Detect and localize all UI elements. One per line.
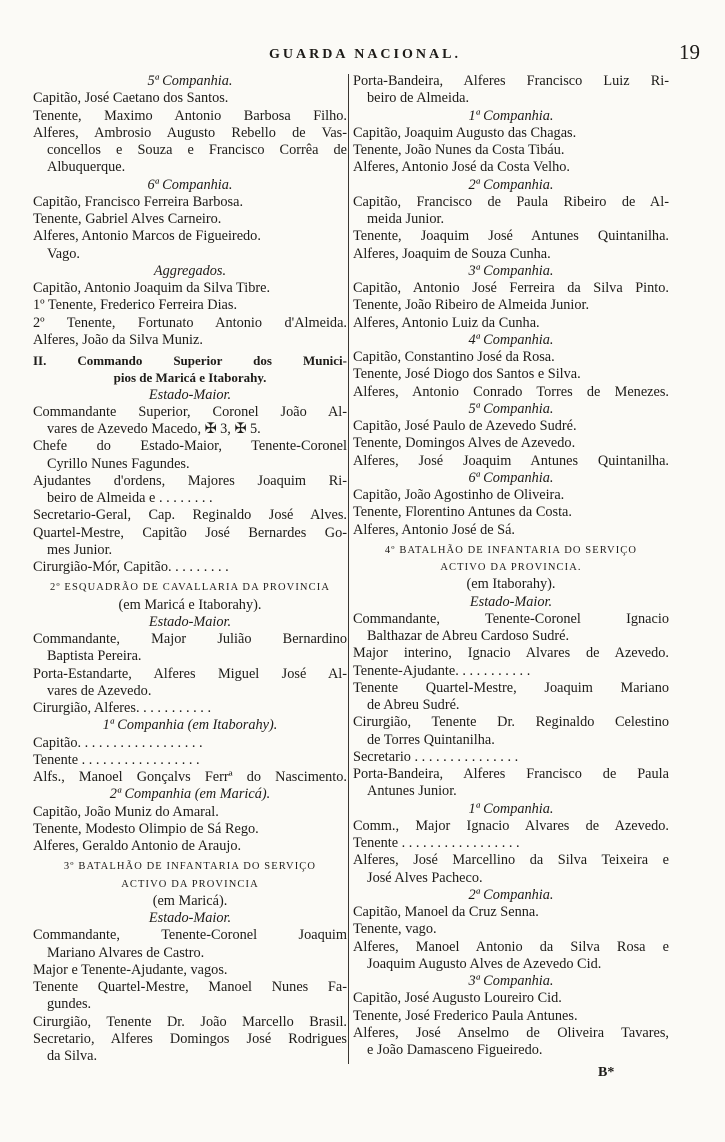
- text-line: Tenente Quartel-Mestre, Joaquim Mariano: [353, 679, 669, 696]
- text-line: Secretario-Geral, Cap. Reginaldo José Alves.: [33, 507, 347, 524]
- text-line: Tenente, João Nunes da Costa Tibáu.: [353, 142, 565, 158]
- text-line: 3º BATALHÃO DE INFANTARIA DO SERVIÇO: [63, 861, 317, 873]
- text-line: Secretario . . . . . . . . . . . . . . .: [353, 748, 519, 765]
- left-column: [33, 73, 347, 1065]
- text-line: Porta-Bandeira, Alferes Francisco de Paula: [353, 766, 669, 782]
- text-line: 2ª Companhia.: [468, 176, 554, 193]
- text-line: Alferes, Antonio Conrado Torres de Menezes.: [353, 383, 669, 400]
- text-line: Comm., Major Ignacio Alvares de Azevedo.: [353, 817, 669, 834]
- text-line: 2ª Companhia.: [468, 886, 554, 903]
- text-line: Commandante Superior, Coronel João Al-: [33, 403, 347, 420]
- text-line: Tenente, José Diogo dos Santos e Silva.: [353, 366, 581, 383]
- text-line: beiro de Almeida e . . . . . . . .: [47, 490, 213, 506]
- text-line: Porta-Estandarte, Alferes Miguel José Al-: [33, 665, 347, 682]
- text-line: 2º Tenente, Fortunato Antonio d'Almeida.: [33, 314, 347, 331]
- text-line: II. Commando Superior dos Munici-: [33, 353, 347, 368]
- text-line: 2º ESQUADRÃO DE CAVALLARIA DA PROVINCIA: [50, 582, 330, 594]
- text-line: Baptista Pereira.: [47, 648, 142, 665]
- text-line: (em Itaborahy).: [466, 576, 556, 593]
- text-line: Quartel-Mestre, Capitão José Bernardes Go-: [33, 524, 347, 541]
- text-line: Cirurgião-Mór, Capitão. . . . . . . . .: [33, 559, 229, 575]
- text-line: 4ª Companhia.: [468, 331, 554, 348]
- text-line: Mariano Alvares de Castro.: [47, 944, 205, 961]
- signature-mark: B*: [598, 1065, 615, 1080]
- text-line: beiro de Almeida.: [367, 90, 470, 107]
- text-line: de Torres Quintanilha.: [367, 731, 495, 748]
- text-line: Major e Tenente-Ajudante, vagos.: [33, 961, 228, 978]
- text-line: Alferes, José Marcellino da Silva Teixeira e: [353, 852, 669, 869]
- text-line: mes Junior.: [47, 541, 113, 558]
- text-line: 1ª Companhia.: [468, 800, 554, 817]
- page-header: [30, 42, 700, 68]
- text-line: Joaquim Augusto Alves de Azevedo Cid.: [367, 955, 602, 972]
- text-line: Capitão, João Agostinho de Oliveira.: [353, 487, 565, 503]
- text-line: Secretario, Alferes Domingos José Rodrigues: [33, 1030, 347, 1047]
- text-line: Capitão, José Paulo de Azevedo Sudré.: [353, 418, 577, 434]
- text-line: Commandante, Tenente-Coronel Ignacio: [353, 610, 669, 627]
- text-line: Alferes, Ambrosio Augusto Rebello de Vas-: [33, 124, 347, 141]
- text-line: Cirurgião, Tenente Dr. João Marcello Brasil.: [33, 1013, 347, 1030]
- page-number: 19: [679, 40, 700, 64]
- text-line: (em Maricá e Itaborahy).: [118, 596, 262, 613]
- text-line: Porta-Bandeira, Alferes Francisco Luiz Ri-: [353, 73, 669, 89]
- text-line: concellos e Souza e Francisco Corrêa de: [47, 142, 347, 158]
- text-line: Capitão, José Augusto Loureiro Cid.: [353, 990, 562, 1007]
- text-line: Cirurgião, Tenente Dr. Reginaldo Celestino: [353, 714, 669, 731]
- right-column: [353, 73, 669, 1059]
- text-line: Tenente, Modesto Olimpio de Sá Rego.: [33, 820, 259, 837]
- text-line: Capitão, Manoel da Cruz Senna.: [353, 904, 539, 920]
- text-line: Tenente-Ajudante. . . . . . . . . . .: [353, 662, 531, 679]
- text-line: Vago.: [47, 245, 80, 262]
- text-line: Alferes, Antonio Marcos de Figueiredo.: [33, 228, 261, 245]
- text-line: Albuquerque.: [47, 159, 126, 176]
- text-line: José Alves Pacheco.: [367, 869, 483, 886]
- text-line: 6ª Companhia.: [468, 469, 554, 486]
- text-line: ACTIVO DA PROVINCIA: [121, 878, 259, 890]
- text-line: Tenente, João Ribeiro de Almeida Junior.: [353, 297, 590, 314]
- text-line: Cyrillo Nunes Fagundes.: [47, 455, 190, 472]
- text-line: Alferes, Manoel Antonio da Silva Rosa e: [353, 938, 669, 955]
- text-line: Capitão, Francisco Ferreira Barbosa.: [33, 193, 244, 210]
- text-line: Alfs., Manoel Gonçalvs Ferrª do Nascimento.: [33, 769, 347, 785]
- text-line: Balthazar de Abreu Cardoso Sudré.: [367, 628, 570, 644]
- text-line: meida Junior.: [367, 211, 445, 227]
- text-line: Tenente . . . . . . . . . . . . . . . . .: [353, 835, 520, 851]
- text-line: Estado-Maior.: [148, 910, 232, 926]
- text-line: Alferes, Antonio José de Sá.: [353, 521, 516, 538]
- text-line: Capitão. . . . . . . . . . . . . . . . . .: [33, 734, 203, 751]
- text-line: vares de Azevedo.: [47, 682, 152, 699]
- text-line: da Silva.: [47, 1048, 98, 1064]
- text-line: Tenente, Joaquim José Antunes Quintanilha.: [353, 228, 669, 245]
- text-line: Commandante, Tenente-Coronel Joaquim: [33, 927, 347, 944]
- text-line: Estado-Maior.: [469, 593, 553, 610]
- text-line: Chefe do Estado-Maior, Tenente-Coronel: [33, 438, 347, 455]
- text-line: de Abreu Sudré.: [367, 697, 460, 713]
- column-divider: [348, 74, 349, 1064]
- text-line: Capitão, João Muniz do Amaral.: [33, 803, 219, 820]
- text-line: Capitão, Constantino José da Rosa.: [353, 349, 555, 365]
- text-line: Tenente, José Frederico Paula Antunes.: [353, 1007, 578, 1024]
- text-line: Alferes, José Anselmo de Oliveira Tavares,: [353, 1024, 669, 1041]
- text-line: 1ª Companhia.: [468, 107, 554, 124]
- text-line: Estado-Maior.: [148, 386, 232, 403]
- text-line: Alferes, Joaquim de Souza Cunha.: [353, 245, 551, 262]
- text-line: Alferes, Antonio José da Costa Velho.: [353, 159, 570, 176]
- text-line: (em Maricá).: [152, 892, 228, 909]
- text-line: Alferes, Geraldo Antonio de Araujo.: [33, 838, 242, 854]
- text-line: Capitão, Francisco de Paula Ribeiro de Al-: [353, 193, 669, 210]
- text-line: Alferes, Antonio Luiz da Cunha.: [353, 314, 540, 331]
- text-line: Ajudantes d'ordens, Majores Joaquim Ri-: [33, 472, 347, 489]
- text-line: gundes.: [47, 996, 92, 1013]
- text-line: 6ª Companhia.: [147, 176, 233, 193]
- text-line: Tenente, Maximo Antonio Barbosa Filho.: [33, 107, 347, 124]
- text-line: Cirurgião, Alferes. . . . . . . . . . .: [33, 700, 212, 716]
- text-line: Tenente, Domingos Alves de Azevedo.: [353, 435, 576, 452]
- text-line: 1º Tenente, Frederico Ferreira Dias.: [33, 297, 238, 314]
- text-line: Tenente, Florentino Antunes da Costa.: [353, 504, 572, 521]
- text-line: ACTIVO DA PROVINCIA.: [440, 562, 582, 573]
- text-line: Tenente, Gabriel Alves Carneiro.: [33, 211, 222, 227]
- text-line: 2ª Companhia (em Maricá).: [109, 786, 271, 803]
- text-line: Estado-Maior.: [148, 613, 232, 630]
- text-line: Aggregados.: [153, 262, 227, 279]
- text-line: vares de Azevedo Macedo, ✠ 3, ✠ 5.: [47, 421, 261, 437]
- running-title: GUARDA NACIONAL.: [269, 47, 461, 62]
- text-line: Commandante, Major Julião Bernardino: [33, 631, 347, 647]
- text-line: 3ª Companhia.: [468, 262, 554, 279]
- text-line: Alferes, João da Silva Muniz.: [33, 331, 203, 348]
- text-line: Tenente . . . . . . . . . . . . . . . . .: [33, 751, 200, 768]
- text-line: 3ª Companhia.: [468, 973, 554, 989]
- text-line: 5ª Companhia.: [147, 73, 233, 89]
- text-line: Capitão, José Caetano dos Santos.: [33, 90, 229, 107]
- text-line: 4º BATALHÃO DE INFANTARIA DO SERVIÇO: [384, 544, 638, 556]
- text-line: 1ª Companhia (em Itaborahy).: [102, 717, 278, 734]
- text-line: Major interino, Ignacio Alvares de Azevedo.: [353, 645, 669, 662]
- text-line: Tenente Quartel-Mestre, Manoel Nunes Fa-: [33, 979, 347, 995]
- text-line: Capitão, Joaquim Augusto das Chagas.: [353, 124, 577, 141]
- text-line: pios de Maricá e Itaborahy.: [113, 370, 267, 386]
- text-line: Capitão, Antonio Joaquim da Silva Tibre.: [33, 280, 271, 296]
- text-line: e João Damasceno Figueiredo.: [367, 1042, 543, 1058]
- text-line: Antunes Junior.: [367, 783, 457, 800]
- text-line: Capitão, Antonio José Ferreira da Silva Pinto.: [353, 280, 669, 296]
- text-line: Tenente, vago.: [353, 921, 437, 938]
- text-line: 5ª Companhia.: [468, 400, 554, 417]
- text-line: Alferes, José Joaquim Antunes Quintanilha.: [353, 452, 669, 469]
